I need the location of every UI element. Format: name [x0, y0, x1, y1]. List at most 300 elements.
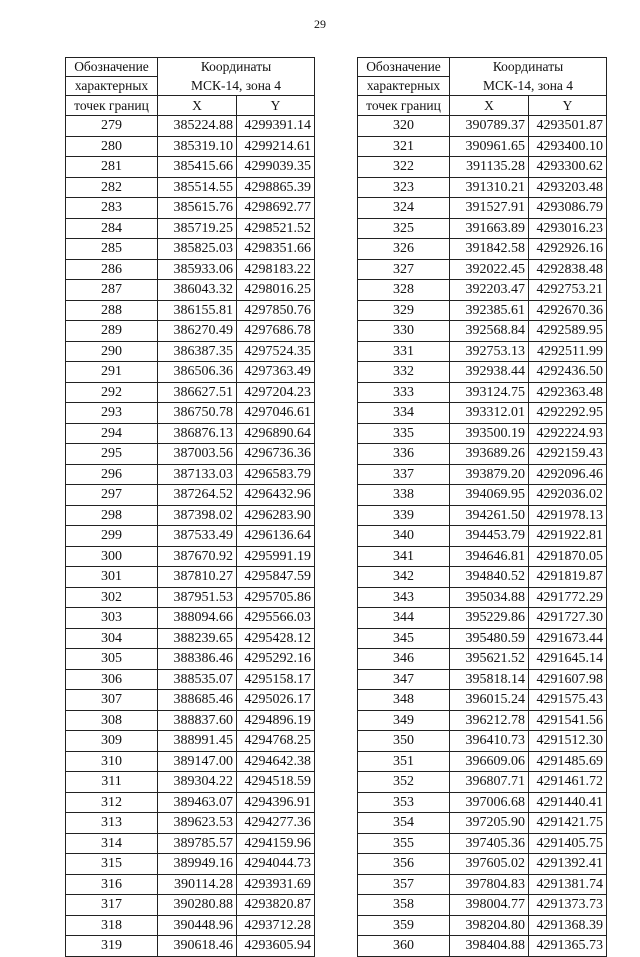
x-coordinate-cell: 388386.46 — [158, 649, 237, 670]
point-number-cell: 348 — [358, 690, 450, 711]
y-coordinate-cell: 4296432.96 — [237, 485, 315, 506]
y-coordinate-cell: 4297363.49 — [237, 362, 315, 383]
y-coordinate-cell: 4294277.36 — [237, 813, 315, 834]
y-coordinate-cell: 4292838.48 — [529, 259, 607, 280]
point-number-cell: 360 — [358, 936, 450, 957]
point-number-cell: 301 — [66, 567, 158, 588]
point-number-cell: 292 — [66, 382, 158, 403]
x-coordinate-cell: 388837.60 — [158, 710, 237, 731]
table-row — [358, 813, 607, 834]
table-row — [66, 300, 315, 321]
point-number-cell: 355 — [358, 833, 450, 854]
table-row — [66, 792, 315, 813]
y-coordinate-cell: 4292224.93 — [529, 423, 607, 444]
point-number-cell: 290 — [66, 341, 158, 362]
table-row — [66, 628, 315, 649]
point-number-cell: 349 — [358, 710, 450, 731]
point-number-cell: 283 — [66, 198, 158, 219]
y-coordinate-cell: 4292753.21 — [529, 280, 607, 301]
header-label-line1: Обозначение — [358, 58, 450, 77]
table-row — [358, 239, 607, 260]
point-number-cell: 327 — [358, 259, 450, 280]
table-row — [66, 485, 315, 506]
y-coordinate-cell: 4292159.43 — [529, 444, 607, 465]
y-coordinate-cell: 4291421.75 — [529, 813, 607, 834]
y-coordinate-cell: 4293820.87 — [237, 895, 315, 916]
x-coordinate-cell: 389785.57 — [158, 833, 237, 854]
x-coordinate-cell: 391663.89 — [450, 218, 529, 239]
table-row — [358, 157, 607, 178]
x-coordinate-cell: 392938.44 — [450, 362, 529, 383]
point-number-cell: 285 — [66, 239, 158, 260]
table-row — [66, 649, 315, 670]
table-row — [358, 915, 607, 936]
table-row — [358, 362, 607, 383]
x-coordinate-cell: 396015.24 — [450, 690, 529, 711]
table-row — [358, 854, 607, 875]
y-coordinate-cell: 4297686.78 — [237, 321, 315, 342]
point-number-cell: 306 — [66, 669, 158, 690]
x-coordinate-cell: 385615.76 — [158, 198, 237, 219]
y-coordinate-cell: 4295566.03 — [237, 608, 315, 629]
point-number-cell: 340 — [358, 526, 450, 547]
table-row — [66, 608, 315, 629]
point-number-cell: 284 — [66, 218, 158, 239]
point-number-cell: 316 — [66, 874, 158, 895]
point-number-cell: 332 — [358, 362, 450, 383]
point-number-cell: 324 — [358, 198, 450, 219]
table-row — [66, 546, 315, 567]
table-row — [66, 813, 315, 834]
point-number-cell: 338 — [358, 485, 450, 506]
x-coordinate-cell: 395818.14 — [450, 669, 529, 690]
table-row — [66, 239, 315, 260]
point-number-cell: 358 — [358, 895, 450, 916]
table-row — [358, 710, 607, 731]
y-coordinate-cell: 4292292.95 — [529, 403, 607, 424]
point-number-cell: 357 — [358, 874, 450, 895]
x-coordinate-cell: 388991.45 — [158, 731, 237, 752]
header-label-line2: характерных — [66, 77, 158, 96]
y-coordinate-cell: 4293086.79 — [529, 198, 607, 219]
x-coordinate-cell: 397605.02 — [450, 854, 529, 875]
x-coordinate-cell: 385319.10 — [158, 136, 237, 157]
table-row — [66, 915, 315, 936]
x-coordinate-cell: 386627.51 — [158, 382, 237, 403]
y-coordinate-cell: 4297524.35 — [237, 341, 315, 362]
point-number-cell: 321 — [358, 136, 450, 157]
point-number-cell: 300 — [66, 546, 158, 567]
table-row — [358, 546, 607, 567]
y-coordinate-cell: 4291727.30 — [529, 608, 607, 629]
x-coordinate-cell: 398004.77 — [450, 895, 529, 916]
x-coordinate-cell: 386270.49 — [158, 321, 237, 342]
x-coordinate-cell: 390280.88 — [158, 895, 237, 916]
y-coordinate-cell: 4295428.12 — [237, 628, 315, 649]
table-row — [358, 485, 607, 506]
point-number-cell: 299 — [66, 526, 158, 547]
y-coordinate-cell: 4299391.14 — [237, 116, 315, 137]
y-coordinate-cell: 4295158.17 — [237, 669, 315, 690]
point-number-cell: 342 — [358, 567, 450, 588]
y-coordinate-cell: 4295847.59 — [237, 567, 315, 588]
point-number-cell: 286 — [66, 259, 158, 280]
y-coordinate-cell: 4297046.61 — [237, 403, 315, 424]
y-coordinate-cell: 4298865.39 — [237, 177, 315, 198]
y-coordinate-cell: 4296890.64 — [237, 423, 315, 444]
y-coordinate-cell: 4291645.14 — [529, 649, 607, 670]
y-coordinate-cell: 4292926.16 — [529, 239, 607, 260]
x-coordinate-cell: 396410.73 — [450, 731, 529, 752]
table-row — [358, 772, 607, 793]
x-coordinate-cell: 385825.03 — [158, 239, 237, 260]
y-coordinate-cell: 4298016.25 — [237, 280, 315, 301]
y-coordinate-cell: 4299039.35 — [237, 157, 315, 178]
table-row — [66, 423, 315, 444]
table-row — [66, 280, 315, 301]
header-label-line1: Обозначение — [66, 58, 158, 77]
point-number-cell: 309 — [66, 731, 158, 752]
y-coordinate-cell: 4294642.38 — [237, 751, 315, 772]
point-number-cell: 302 — [66, 587, 158, 608]
y-coordinate-cell: 4291381.74 — [529, 874, 607, 895]
x-coordinate-cell: 385514.55 — [158, 177, 237, 198]
x-coordinate-cell: 390789.37 — [450, 116, 529, 137]
header-coords-line1: Координаты — [450, 58, 607, 77]
x-coordinate-cell: 398204.80 — [450, 915, 529, 936]
x-coordinate-cell: 388535.07 — [158, 669, 237, 690]
x-coordinate-cell: 387533.49 — [158, 526, 237, 547]
point-number-cell: 347 — [358, 669, 450, 690]
x-coordinate-cell: 388685.46 — [158, 690, 237, 711]
x-coordinate-cell: 394261.50 — [450, 505, 529, 526]
x-coordinate-cell: 387810.27 — [158, 567, 237, 588]
point-number-cell: 282 — [66, 177, 158, 198]
y-coordinate-cell: 4292096.46 — [529, 464, 607, 485]
y-coordinate-cell: 4292436.50 — [529, 362, 607, 383]
table-row — [358, 403, 607, 424]
y-coordinate-cell: 4291541.56 — [529, 710, 607, 731]
table-row — [358, 198, 607, 219]
table-row — [66, 464, 315, 485]
table-row — [358, 731, 607, 752]
x-coordinate-cell: 391527.91 — [450, 198, 529, 219]
point-number-cell: 333 — [358, 382, 450, 403]
coordinates-table-left — [65, 57, 315, 957]
point-number-cell: 346 — [358, 649, 450, 670]
header-label-line2: характерных — [358, 77, 450, 96]
x-coordinate-cell: 386876.13 — [158, 423, 237, 444]
x-coordinate-cell: 392203.47 — [450, 280, 529, 301]
y-coordinate-cell: 4294159.96 — [237, 833, 315, 854]
point-number-cell: 310 — [66, 751, 158, 772]
table-row — [66, 177, 315, 198]
table-row — [358, 608, 607, 629]
y-coordinate-cell: 4291461.72 — [529, 772, 607, 793]
x-coordinate-cell: 389623.53 — [158, 813, 237, 834]
header-label-line3: точек границ — [358, 96, 450, 116]
y-coordinate-cell: 4297204.23 — [237, 382, 315, 403]
table-row — [358, 587, 607, 608]
table-row — [66, 710, 315, 731]
table-row — [66, 259, 315, 280]
point-number-cell: 341 — [358, 546, 450, 567]
point-number-cell: 337 — [358, 464, 450, 485]
y-coordinate-cell: 4291575.43 — [529, 690, 607, 711]
y-coordinate-cell: 4292589.95 — [529, 321, 607, 342]
y-coordinate-cell: 4293300.62 — [529, 157, 607, 178]
y-coordinate-cell: 4291870.05 — [529, 546, 607, 567]
x-coordinate-cell: 392022.45 — [450, 259, 529, 280]
x-coordinate-cell: 397205.90 — [450, 813, 529, 834]
point-number-cell: 343 — [358, 587, 450, 608]
x-coordinate-cell: 389147.00 — [158, 751, 237, 772]
y-coordinate-cell: 4293931.69 — [237, 874, 315, 895]
x-coordinate-cell: 394646.81 — [450, 546, 529, 567]
x-coordinate-cell: 387670.92 — [158, 546, 237, 567]
table-row — [66, 833, 315, 854]
table-row — [66, 444, 315, 465]
table-header — [358, 58, 607, 116]
point-number-cell: 323 — [358, 177, 450, 198]
point-number-cell: 344 — [358, 608, 450, 629]
x-coordinate-cell: 389949.16 — [158, 854, 237, 875]
x-coordinate-cell: 393500.19 — [450, 423, 529, 444]
point-number-cell: 288 — [66, 300, 158, 321]
table-row — [66, 874, 315, 895]
y-coordinate-cell: 4298183.22 — [237, 259, 315, 280]
header-y: Y — [237, 96, 315, 116]
point-number-cell: 319 — [66, 936, 158, 957]
header-y: Y — [529, 96, 607, 116]
table-row — [66, 772, 315, 793]
y-coordinate-cell: 4291978.13 — [529, 505, 607, 526]
point-number-cell: 289 — [66, 321, 158, 342]
point-number-cell: 280 — [66, 136, 158, 157]
point-number-cell: 312 — [66, 792, 158, 813]
x-coordinate-cell: 389304.22 — [158, 772, 237, 793]
y-coordinate-cell: 4291392.41 — [529, 854, 607, 875]
y-coordinate-cell: 4292511.99 — [529, 341, 607, 362]
point-number-cell: 351 — [358, 751, 450, 772]
table-row — [66, 505, 315, 526]
y-coordinate-cell: 4294518.59 — [237, 772, 315, 793]
point-number-cell: 287 — [66, 280, 158, 301]
point-number-cell: 297 — [66, 485, 158, 506]
table-row — [66, 362, 315, 383]
x-coordinate-cell: 390618.46 — [158, 936, 237, 957]
x-coordinate-cell: 396212.78 — [450, 710, 529, 731]
y-coordinate-cell: 4293203.48 — [529, 177, 607, 198]
table-row — [358, 690, 607, 711]
x-coordinate-cell: 387951.53 — [158, 587, 237, 608]
y-coordinate-cell: 4291607.98 — [529, 669, 607, 690]
point-number-cell: 345 — [358, 628, 450, 649]
table-row — [66, 403, 315, 424]
point-number-cell: 320 — [358, 116, 450, 137]
table-body — [358, 116, 607, 957]
point-number-cell: 294 — [66, 423, 158, 444]
x-coordinate-cell: 386506.36 — [158, 362, 237, 383]
point-number-cell: 279 — [66, 116, 158, 137]
x-coordinate-cell: 386155.81 — [158, 300, 237, 321]
y-coordinate-cell: 4299214.61 — [237, 136, 315, 157]
y-coordinate-cell: 4291440.41 — [529, 792, 607, 813]
x-coordinate-cell: 395034.88 — [450, 587, 529, 608]
table-row — [358, 669, 607, 690]
x-coordinate-cell: 385224.88 — [158, 116, 237, 137]
table-body — [66, 116, 315, 957]
x-coordinate-cell: 387003.56 — [158, 444, 237, 465]
table-row — [66, 690, 315, 711]
point-number-cell: 329 — [358, 300, 450, 321]
y-coordinate-cell: 4296583.79 — [237, 464, 315, 485]
header-coords-line1: Координаты — [158, 58, 315, 77]
header-label-line3: точек границ — [66, 96, 158, 116]
y-coordinate-cell: 4291368.39 — [529, 915, 607, 936]
table-row — [66, 136, 315, 157]
header-coords-line2: МСК-14, зона 4 — [450, 77, 607, 96]
x-coordinate-cell: 391842.58 — [450, 239, 529, 260]
x-coordinate-cell: 388094.66 — [158, 608, 237, 629]
point-number-cell: 308 — [66, 710, 158, 731]
y-coordinate-cell: 4296283.90 — [237, 505, 315, 526]
x-coordinate-cell: 385719.25 — [158, 218, 237, 239]
table-row — [66, 116, 315, 137]
table-row — [358, 136, 607, 157]
x-coordinate-cell: 388239.65 — [158, 628, 237, 649]
y-coordinate-cell: 4296736.36 — [237, 444, 315, 465]
point-number-cell: 335 — [358, 423, 450, 444]
point-number-cell: 318 — [66, 915, 158, 936]
point-number-cell: 322 — [358, 157, 450, 178]
point-number-cell: 352 — [358, 772, 450, 793]
x-coordinate-cell: 394069.95 — [450, 485, 529, 506]
table-row — [66, 567, 315, 588]
point-number-cell: 295 — [66, 444, 158, 465]
table-row — [66, 587, 315, 608]
table-row — [358, 259, 607, 280]
y-coordinate-cell: 4294044.73 — [237, 854, 315, 875]
y-coordinate-cell: 4293712.28 — [237, 915, 315, 936]
point-number-cell: 330 — [358, 321, 450, 342]
point-number-cell: 296 — [66, 464, 158, 485]
header-x: X — [158, 96, 237, 116]
table-row — [358, 464, 607, 485]
table-row — [66, 218, 315, 239]
y-coordinate-cell: 4291405.75 — [529, 833, 607, 854]
table-row — [66, 936, 315, 957]
x-coordinate-cell: 398404.88 — [450, 936, 529, 957]
x-coordinate-cell: 397804.83 — [450, 874, 529, 895]
x-coordinate-cell: 386387.35 — [158, 341, 237, 362]
table-row — [358, 423, 607, 444]
x-coordinate-cell: 393689.26 — [450, 444, 529, 465]
point-number-cell: 331 — [358, 341, 450, 362]
point-number-cell: 307 — [66, 690, 158, 711]
point-number-cell: 354 — [358, 813, 450, 834]
table-row — [358, 444, 607, 465]
y-coordinate-cell: 4294896.19 — [237, 710, 315, 731]
point-number-cell: 317 — [66, 895, 158, 916]
table-row — [358, 526, 607, 547]
y-coordinate-cell: 4291512.30 — [529, 731, 607, 752]
point-number-cell: 304 — [66, 628, 158, 649]
table-row — [358, 177, 607, 198]
point-number-cell: 303 — [66, 608, 158, 629]
point-number-cell: 293 — [66, 403, 158, 424]
table-row — [358, 649, 607, 670]
x-coordinate-cell: 390114.28 — [158, 874, 237, 895]
y-coordinate-cell: 4295705.86 — [237, 587, 315, 608]
point-number-cell: 326 — [358, 239, 450, 260]
x-coordinate-cell: 385415.66 — [158, 157, 237, 178]
x-coordinate-cell: 393879.20 — [450, 464, 529, 485]
table-row — [358, 751, 607, 772]
x-coordinate-cell: 397405.36 — [450, 833, 529, 854]
table-row — [358, 116, 607, 137]
x-coordinate-cell: 387398.02 — [158, 505, 237, 526]
point-number-cell: 291 — [66, 362, 158, 383]
x-coordinate-cell: 396807.71 — [450, 772, 529, 793]
point-number-cell: 350 — [358, 731, 450, 752]
y-coordinate-cell: 4292670.36 — [529, 300, 607, 321]
point-number-cell: 298 — [66, 505, 158, 526]
x-coordinate-cell: 387133.03 — [158, 464, 237, 485]
x-coordinate-cell: 394840.52 — [450, 567, 529, 588]
y-coordinate-cell: 4297850.76 — [237, 300, 315, 321]
table-row — [358, 792, 607, 813]
point-number-cell: 314 — [66, 833, 158, 854]
x-coordinate-cell: 395229.86 — [450, 608, 529, 629]
x-coordinate-cell: 391310.21 — [450, 177, 529, 198]
point-number-cell: 281 — [66, 157, 158, 178]
y-coordinate-cell: 4291819.87 — [529, 567, 607, 588]
y-coordinate-cell: 4298521.52 — [237, 218, 315, 239]
y-coordinate-cell: 4295292.16 — [237, 649, 315, 670]
x-coordinate-cell: 385933.06 — [158, 259, 237, 280]
y-coordinate-cell: 4293400.10 — [529, 136, 607, 157]
x-coordinate-cell: 393312.01 — [450, 403, 529, 424]
point-number-cell: 334 — [358, 403, 450, 424]
header-coords-line2: МСК-14, зона 4 — [158, 77, 315, 96]
table-row — [358, 382, 607, 403]
table-row — [358, 628, 607, 649]
x-coordinate-cell: 390448.96 — [158, 915, 237, 936]
point-number-cell: 336 — [358, 444, 450, 465]
x-coordinate-cell: 395480.59 — [450, 628, 529, 649]
point-number-cell: 313 — [66, 813, 158, 834]
coordinates-table-right — [357, 57, 607, 957]
point-number-cell: 328 — [358, 280, 450, 301]
x-coordinate-cell: 392568.84 — [450, 321, 529, 342]
point-number-cell: 305 — [66, 649, 158, 670]
x-coordinate-cell: 390961.65 — [450, 136, 529, 157]
point-number-cell: 356 — [358, 854, 450, 875]
y-coordinate-cell: 4293016.23 — [529, 218, 607, 239]
table-row — [66, 321, 315, 342]
x-coordinate-cell: 386043.32 — [158, 280, 237, 301]
y-coordinate-cell: 4294768.25 — [237, 731, 315, 752]
table-row — [358, 833, 607, 854]
y-coordinate-cell: 4291772.29 — [529, 587, 607, 608]
table-row — [66, 198, 315, 219]
table-row — [358, 300, 607, 321]
y-coordinate-cell: 4291373.73 — [529, 895, 607, 916]
y-coordinate-cell: 4291673.44 — [529, 628, 607, 649]
y-coordinate-cell: 4292036.02 — [529, 485, 607, 506]
table-row — [66, 526, 315, 547]
